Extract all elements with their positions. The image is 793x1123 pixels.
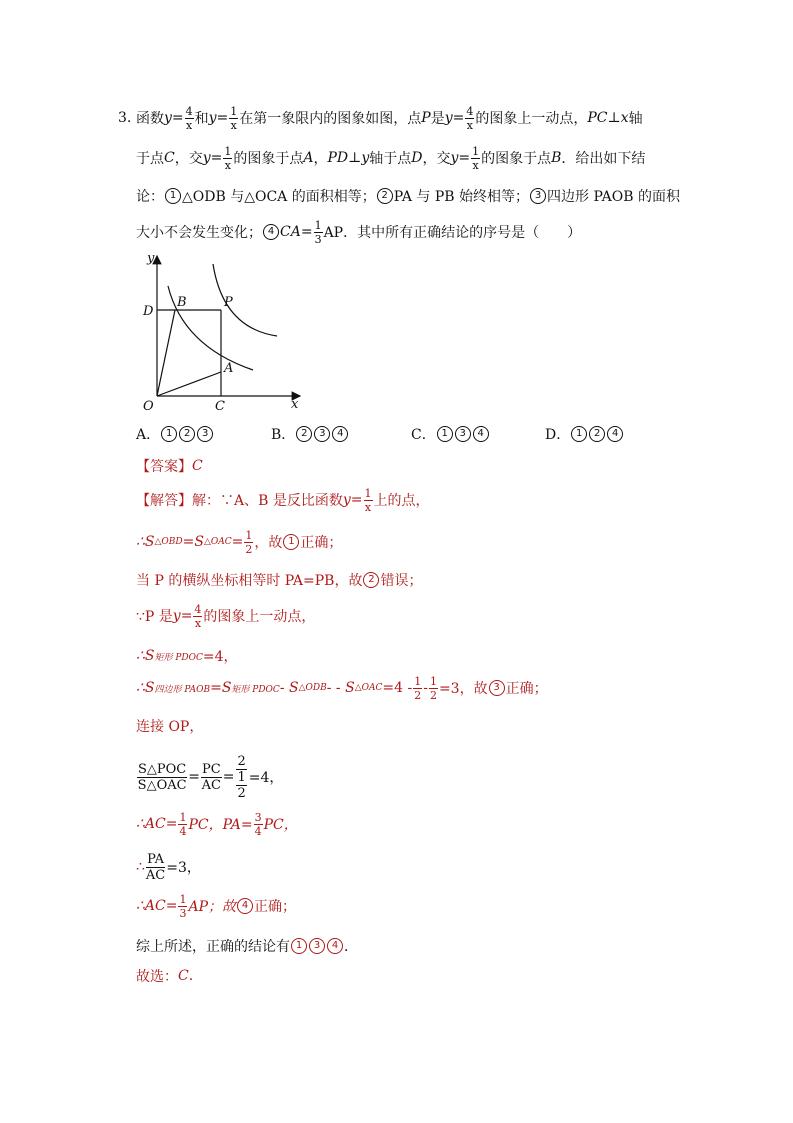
circled-number: 2 (377, 188, 393, 204)
fraction: $\frac{4}{x}$ (185, 104, 193, 132)
label-c: C (215, 399, 225, 414)
fraction: $\frac{1}{x}$ (230, 104, 238, 132)
option-d[interactable]: D． 1 2 4 (545, 424, 624, 444)
option-c[interactable]: C． 1 3 4 (411, 424, 490, 444)
label-y: y (147, 251, 155, 266)
circled-number: 3 (530, 188, 546, 204)
fraction: $\frac{1}{x}$ (472, 144, 480, 172)
question-line-3: 论： 1 △ODB 与△OCA 的面积相等； 2 PA 与 PB 始终相等； 3 四边形 PAOB 的面积 (136, 189, 680, 205)
label-p: P (224, 295, 233, 310)
question-line-1: 函数 y= $\frac{4}{x}$ 和 y= $\frac{1}{x}$ 在第一象限内的图象如图，点 P 是 y= $\frac{4}{x}$ 的图象上一动点， PC ⊥ x 轴 (136, 104, 643, 132)
solution-line-3: 当 P 的横纵坐标相等时 PA=PB，故 2 错误； (136, 573, 423, 589)
label-b: B (177, 295, 187, 310)
function-graph-figure (135, 248, 315, 418)
fraction: $\frac{1}{x}$ (224, 144, 232, 172)
solution-line-10: ∴ $\frac{PA}{AC}$ =3， (136, 851, 201, 883)
solution-line-11: ∴AC= $\frac{1}{3}$ AP；故 4 正确； (136, 892, 296, 920)
solution-line-5: ∴S 矩形 PDOC =4， (136, 648, 238, 665)
label-o: O (143, 399, 154, 414)
option-b[interactable]: B． 2 3 4 (271, 424, 349, 444)
solution-line-4: ∵P 是 y= $\frac{4}{x}$ 的图象上一动点， (136, 602, 316, 630)
fraction: $\frac{1}{3}$ (314, 218, 322, 246)
question-line-4: 大小不会发生变化； 4 CA= $\frac{1}{3}$ AP．其中所有正确结论的序号是（ ） (136, 218, 582, 246)
curve-y-4-over-x (213, 264, 277, 336)
question-line-2: 于点 C ，交 y= $\frac{1}{x}$ 的图象于点 A ， PD ⊥ y 轴于点 D ，交 y= $\frac{1}{x}$ 的图象于点 B ．给出如下结 (136, 144, 646, 172)
fraction: $\frac{4}{x}$ (466, 104, 474, 132)
answer-line: 【答案】 C (136, 458, 203, 475)
solution-line-2: ∴S △OBD =S △OAC = $\frac{1}{2}$ ，故 1 正确； (136, 528, 343, 556)
circled-number: 4 (263, 224, 279, 240)
segment-oa (157, 372, 221, 396)
label-a: A (224, 361, 234, 376)
solution-line-7: 连接 OP， (136, 719, 204, 735)
solution-line-1: 【解答】 解：∵A、B 是反比函数 y= $\frac{1}{x}$ 上的点， (136, 486, 430, 514)
option-a[interactable]: A． 1 2 3 (136, 424, 214, 444)
solution-line-6: ∴S 四边形 PAOB =S 矩形 PDOC - S △ODB - - S △OAC =4 - $\frac{1}{2}$ - $\frac{1}{2}$ =3，故 3 正确； (136, 674, 548, 702)
solution-line-13: 故选： C . (136, 968, 194, 985)
solution-line-9: ∴AC= $\frac{1}{4}$ PC，PA= $\frac{3}{4}$ PC， (136, 810, 298, 838)
segment-ob (157, 310, 175, 396)
question-number: 3. (118, 110, 132, 126)
label-d: D (143, 304, 154, 319)
solution-line-8: $\frac{\text{S△POC}}{\text{S△OAC}}$ = $\frac{PC}{AC}$ = $\frac{2}{\frac{1}{2}}$ =4， (137, 753, 284, 801)
circled-number: 1 (165, 188, 181, 204)
label-x: x (291, 397, 299, 412)
solution-line-12: 综上所述，正确的结论有 1 3 4 ． (136, 939, 358, 955)
